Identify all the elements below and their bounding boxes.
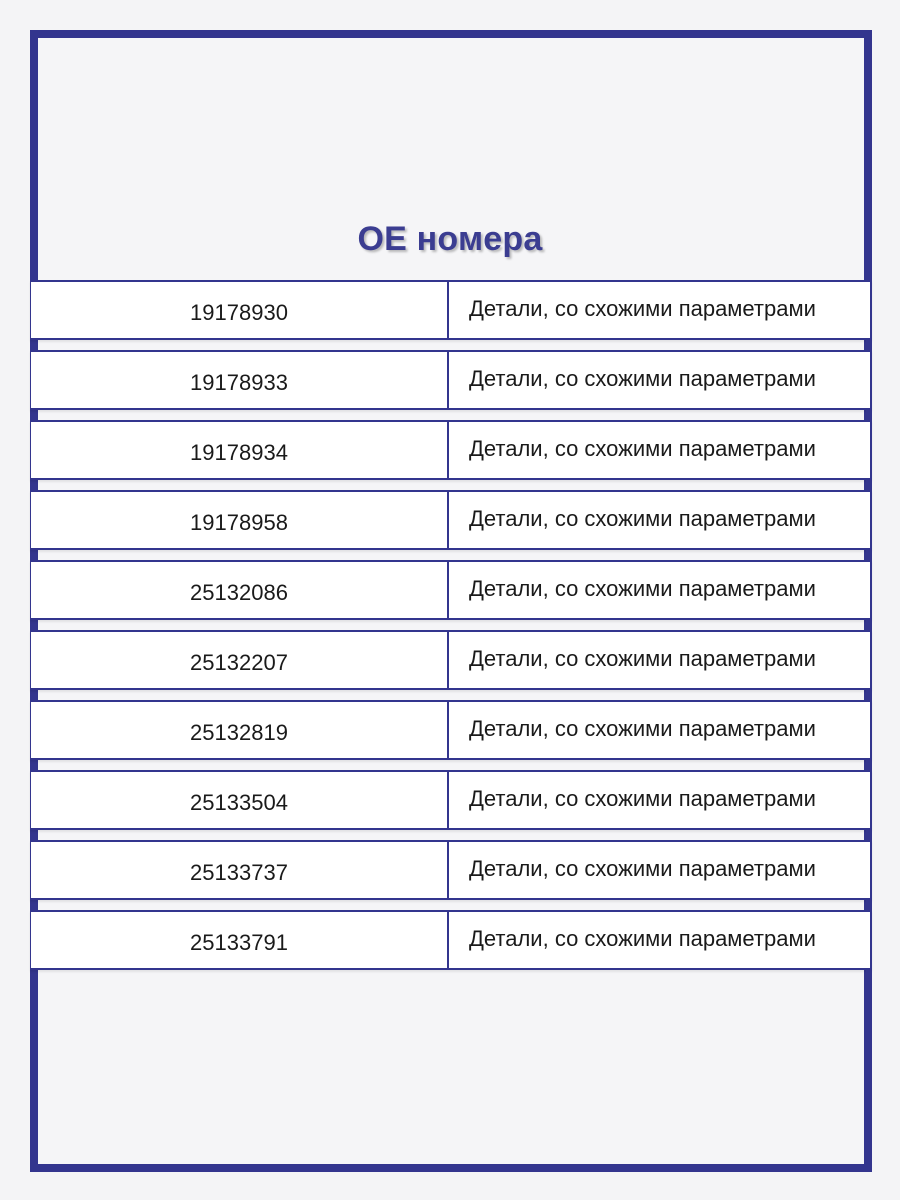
page-title: OE номера: [357, 220, 543, 258]
oe-number: 19178930: [31, 282, 449, 338]
oe-number: 25133504: [31, 772, 449, 828]
table-row: [30, 490, 872, 550]
table-row: [30, 910, 872, 970]
oe-number: 19178958: [31, 492, 449, 548]
similar-parts-link[interactable]: Детали, со схожими параметрами: [469, 296, 816, 321]
table-row: [30, 560, 872, 620]
oe-number: 25132086: [31, 562, 449, 618]
table-row: [30, 420, 872, 480]
table-row: [30, 630, 872, 690]
similar-parts-link[interactable]: Детали, со схожими параметрами: [469, 646, 816, 671]
similar-parts-link[interactable]: Детали, со схожими параметрами: [469, 926, 816, 951]
oe-number: 19178934: [31, 422, 449, 478]
oe-number: 25133737: [31, 842, 449, 898]
table-row: [30, 840, 872, 900]
oe-number: 25133791: [31, 912, 449, 968]
table-row: [30, 280, 872, 340]
oe-numbers-table: [30, 280, 872, 980]
table-row: [30, 700, 872, 760]
similar-parts-link[interactable]: Детали, со схожими параметрами: [469, 716, 816, 741]
oe-number: 19178933: [31, 352, 449, 408]
similar-parts-link[interactable]: Детали, со схожими параметрами: [469, 436, 816, 461]
similar-parts-link[interactable]: Детали, со схожими параметрами: [469, 786, 816, 811]
oe-number: 25132819: [31, 702, 449, 758]
oe-number: 25132207: [31, 632, 449, 688]
table-row: [30, 770, 872, 830]
similar-parts-link[interactable]: Детали, со схожими параметрами: [469, 576, 816, 601]
similar-parts-link[interactable]: Детали, со схожими параметрами: [469, 506, 816, 531]
similar-parts-link[interactable]: Детали, со схожими параметрами: [469, 366, 816, 391]
table-row: [30, 350, 872, 410]
similar-parts-link[interactable]: Детали, со схожими параметрами: [469, 856, 816, 881]
